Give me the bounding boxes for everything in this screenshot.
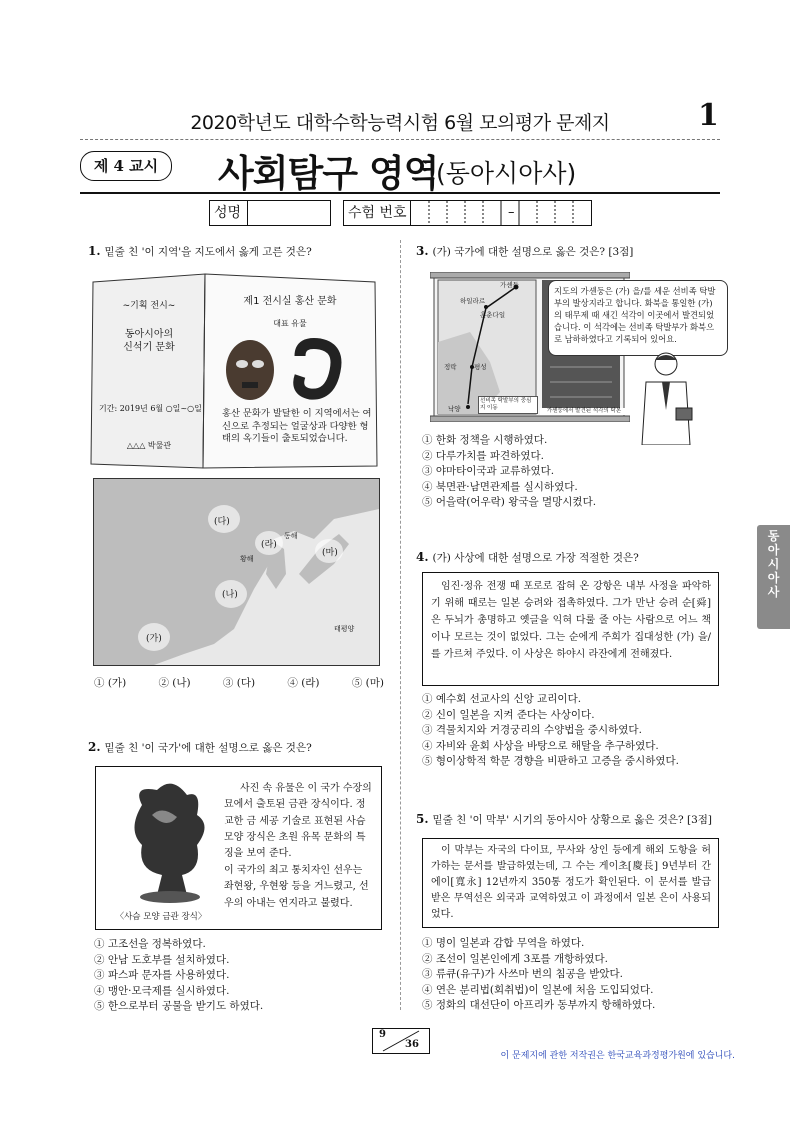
header-divider [80,139,720,140]
q1-map-yellow-sea: 황해 [240,555,254,563]
q2-passage-2: 이 국가의 최고 통치자인 선우는 좌현왕, 우현왕 등을 거느렸고, 선우의 아내는 연지라고 불렸다. [224,865,369,909]
q5-title: 밑줄 친 '이 막부' 시기의 동아시아 상황으로 옳은 것은? [3점] [432,814,712,826]
q4-choice-2[interactable]: ② 신이 일본을 지켜 준다는 사상이다. [422,708,595,721]
q3-map-jp: 정락 [444,363,457,371]
subject-subtitle: (동아시아사) [436,159,577,188]
q3-choice-5[interactable]: ⑤ 어을락(어우락) 왕국을 멸망시켰다. [422,496,597,508]
page-fraction-bottom: 36 [405,1039,419,1050]
exam-number-dash: – [508,205,515,220]
exam-number-field[interactable] [343,200,592,226]
q5-choices [422,936,722,1014]
q1-brochure-special: ~기획 전시~ [122,301,176,311]
q1-map-pacific: 태평양 [334,625,355,633]
exam-title: 2020학년도 대학수학능력시험 6월 모의평가 문제지 [190,112,610,134]
q1-choices [94,676,384,692]
page-fraction-top: 9 [379,1029,386,1040]
q1-map-label-ma: (마) [322,548,338,558]
q1-exhibit-line1: 동아시아의 [124,329,174,340]
q3-teacher-figure [640,350,700,445]
q1-exhibit-line2: 신석기 문화 [123,342,175,353]
q3-choice-3[interactable]: ③ 야마타이국과 교류하였다. [422,465,555,477]
subject-title: 사회탐구 영역 [218,152,439,195]
q5-choice-5[interactable]: ⑤ 정화의 대선단이 아프리카 동부까지 항해하였다. [422,999,656,1011]
q1-number: 1. [88,244,101,258]
page-number: 1 [698,98,719,133]
q4-choice-5[interactable]: ⑤ 형이상학적 학문 경향을 비판하고 고증을 중시하였다. [422,755,680,767]
q3-map-top: 가셴둥 [500,281,519,289]
q1-choice-3[interactable]: ③ (다) [222,677,256,689]
exam-number-boxes [411,201,591,225]
q2-choice-3[interactable]: ③ 파스파 문자를 사용하였다. [94,969,230,981]
q1-choice-2[interactable]: ② (나) [158,677,191,689]
name-label: 성명 [210,201,248,225]
q2-title: 밑줄 친 '이 국가'에 대한 설명으로 옳은 것은? [104,742,312,754]
q3-map-lg: 낙양 [448,405,461,413]
q1-title: 밑줄 친 '이 지역'을 지도에서 옳게 고른 것은? [104,246,312,258]
q3-speech-bubble: 지도의 가셴둥은 (가) 을/를 세운 선비족 탁발부의 발상지라고 합니다. 화북을 통일한 (가) 의 태무제 때 새긴 석각이 이곳에서 발견되었습니다. 이 석각에는 선비족 탁발부가 화북으로 남하하였다고 기록되어 있어요. [548,280,728,356]
copyright-notice: 이 문제지에 관한 저작권은 한국교육과정평가원에 있습니다. [500,1051,735,1061]
q1-choice-5[interactable]: ⑤ (마) [351,677,384,689]
q3-rubbing-caption: 가셴둥에서 발견된 석각의 탁본 [540,408,628,415]
q1-brochure-period: 기간: 2019년 6월 ○일~○일 [99,404,202,413]
q4-number: 4. [416,550,429,564]
q2-choice-5[interactable]: ⑤ 한으로부터 공물을 받기도 하였다. [94,1000,264,1012]
subject-divider [80,192,720,194]
q4-choice-4[interactable]: ④ 자비와 윤회 사상을 바탕으로 해탈을 추구하였다. [422,739,659,752]
name-field[interactable] [209,200,331,226]
q4-choice-3[interactable]: ③ 격물치지와 거경궁리의 수양법을 중시하였다. [422,724,642,736]
q2-number: 2. [88,740,101,754]
q2-box [95,766,382,930]
q1-map-label-ra: (라) [261,540,277,550]
q4-box [422,572,719,686]
q5-choice-1[interactable]: ① 명이 일본과 감합 무역을 하였다. [422,937,585,949]
q1-map-label-ga: (가) [146,634,162,644]
subject-side-tab [757,525,790,629]
q2-passage-1: 사진 속 유물은 이 국가 수장의 묘에서 출토된 금관 장식이다. 정교한 금 세공 기술로 표현된 사슴 모양 장식은 초원 유목 문화의 특징을 보여 준다. [224,783,372,860]
q1-map-label-da: (다) [214,517,230,527]
q3-title-row [416,244,716,259]
side-tab-char-1: 동 [767,529,780,543]
q3-choices [422,433,722,511]
q1-choice-1[interactable]: ① (가) [94,677,127,689]
q3-map-ps: 평성 [474,363,487,371]
q2-choice-1[interactable]: ① 고조선을 정복하였다. [94,938,206,950]
q5-title-row [416,812,716,827]
q3-choice-4[interactable]: ④ 북면관·남면관제를 실시하였다. [422,480,578,493]
q5-choice-3[interactable]: ③ 류큐(유구)가 사쓰마 번의 침공을 받았다. [422,968,624,980]
q2-choice-4[interactable]: ④ 맹안·모극제를 실시하였다. [94,984,230,997]
q1-brochure [85,268,385,478]
q3-title: (가) 국가에 대한 설명으로 옳은 것은? [3점] [432,246,634,258]
q1-map [93,478,380,666]
q2-caption: 〈사슴 모양 금관 장식〉 [115,912,207,922]
q5-choice-4[interactable]: ④ 연은 분리법(회취법)이 일본에 처음 도입되었다. [422,983,654,996]
q5-number: 5. [416,812,429,826]
q5-choice-2[interactable]: ② 조선이 일본인에게 3포를 개항하였다. [422,952,609,965]
side-tab-char-4: 아 [767,571,780,585]
q4-passage: 임진·정유 전쟁 때 포로로 잡혀 온 강항은 내부 사정을 파악하기 위해 때로는 일본 승려와 접촉하였다. 그가 만난 승려 순[舜]은 두뇌가 총명하고 옛글을 익혀 다룰 줄 아는 사람으로 어느 책이나 모르는 것이 없었다. 그는 순에게 주희가 집대성한 (가) 을/를 가르쳐 주었다. 이 사상은 하야시 라잔에게 전해졌다. [431,581,711,660]
q5-box [422,838,719,928]
period-badge: 제 4 교시 [80,151,172,181]
q2-choices [94,937,394,1015]
q3-map-legend: 선비족 탁발부의 중심지 이동 [478,396,538,414]
q3-map-hailar: 하일라르 [460,297,486,305]
q1-relic-images [220,336,370,404]
q3-number: 3. [416,244,429,258]
q1-brochure-desc: 홍산 문화가 발달한 이 지역에서는 여신으로 추정되는 얼굴상과 다양한 형태의 옥기들이 출토되었습니다. [222,408,372,444]
q1-brochure-museum: △△△ 박물관 [126,441,172,450]
q3-choice-1[interactable]: ① 한화 정책을 시행하였다. [422,434,548,446]
side-tab-char-2: 아 [767,543,780,557]
exam-number-label: 수험 번호 [344,201,411,225]
q4-title: (가) 사상에 대한 설명으로 가장 적절한 것은? [432,552,639,564]
side-tab-char-3: 시 [767,557,780,571]
q1-title-row [88,244,388,259]
q4-title-row [416,550,716,565]
q4-choices [422,692,722,770]
page-fraction [372,1028,430,1054]
q2-title-row [88,740,388,755]
side-tab-char-5: 사 [767,585,780,599]
q1-brochure-exhibit [95,328,203,354]
q1-brochure-relics: 대표 유물 [273,319,307,328]
q3-choice-2[interactable]: ② 다루가치를 파견하였다. [422,449,544,462]
q4-choice-1[interactable]: ① 예수회 선교사의 신앙 교리이다. [422,693,582,705]
q2-choice-2[interactable]: ② 안남 도호부를 설치하였다. [94,953,230,966]
q1-map-label-na: (나) [222,590,238,600]
q1-choice-4[interactable]: ④ (라) [287,677,320,689]
q1-map-east-sea: 동해 [284,532,298,540]
column-divider [400,240,401,1010]
q5-passage: 이 막부는 자국의 다이묘, 무사와 상인 등에게 해외 도항을 허가하는 문서를 발급하였는데, 그 수는 게이초[慶長] 9년부터 간에이[寬永] 12년까지 350통 정도가 확인된다. 이 문서를 발급 받은 무역선은 외국과 교역하였고 이 과정에서 일본 은이 사용되었다. [431,845,711,920]
q1-brochure-hall: 제1 전시실 홍산 문화 [243,296,337,307]
q2-artifact-image [102,775,220,907]
q3-map-lake: 훈춘다일 [480,311,506,319]
